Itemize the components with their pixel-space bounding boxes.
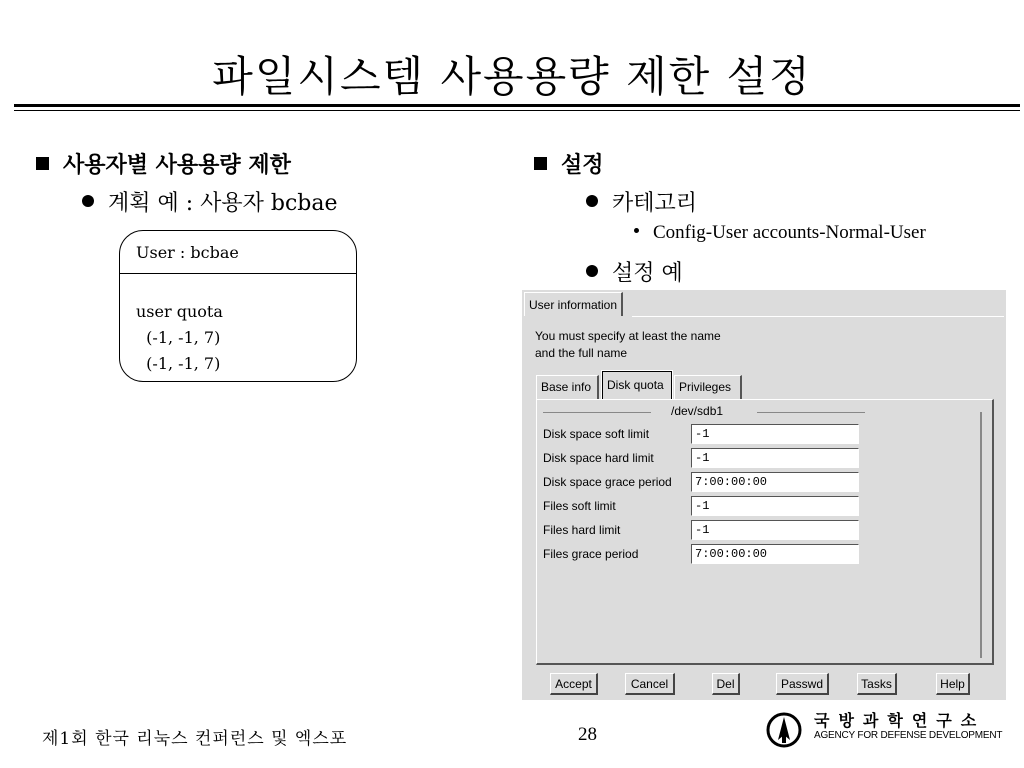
tab-disk-quota[interactable]: Disk quota [602, 371, 672, 399]
passwd-button[interactable]: Passwd [776, 673, 829, 695]
dot-bullet-icon [586, 195, 598, 207]
example-bullet [586, 256, 683, 287]
files-grace-period-field[interactable]: 7:00:00:00 [691, 544, 859, 564]
org-name-korean: 국방과학연구소 [814, 711, 986, 730]
square-bullet-icon [36, 157, 49, 170]
disk-hard-limit-field[interactable]: -1 [691, 448, 859, 468]
dot-bullet-icon [82, 195, 94, 207]
tasks-button[interactable]: Tasks [857, 673, 897, 695]
cancel-button[interactable]: Cancel [625, 673, 675, 695]
dot-bullet-icon [586, 265, 598, 277]
org-name-english: AGENCY FOR DEFENSE DEVELOPMENT [814, 730, 1003, 741]
plan-example-text: 계획 예 : 사용자 bcbae [108, 191, 338, 216]
group-line-left [543, 412, 651, 413]
plan-box-header: User : bcbae [136, 243, 239, 262]
files-grace-period-label: Files grace period [543, 547, 639, 561]
user-tabs [536, 367, 994, 665]
disk-grace-period-row [543, 472, 983, 494]
disk-soft-limit-label: Disk space soft limit [543, 427, 650, 441]
left-heading-text: 사용자별 사용용량 제한 [63, 153, 291, 178]
tab-user-information[interactable]: User information [524, 292, 623, 316]
small-dot-bullet-icon [634, 228, 639, 233]
page-number: 28 [578, 724, 597, 745]
help-button[interactable]: Help [936, 673, 970, 695]
delete-button[interactable]: Del [712, 673, 740, 695]
accept-button[interactable]: Accept [550, 673, 598, 695]
plan-box-body: user quota (-1, -1, 7) (-1, -1, 7) [136, 302, 223, 373]
message-line-2: and the full name [535, 346, 628, 360]
files-grace-period-row [543, 544, 983, 566]
tab-base-info[interactable]: Base info [536, 375, 599, 399]
conference-footer: 제1회 한국 리눅스 컨퍼런스 및 엑스포 [42, 729, 348, 749]
left-heading [36, 148, 291, 179]
title-rule-thin [14, 110, 1020, 111]
dialog-message [535, 328, 721, 362]
category-text: 카테고리 [612, 191, 698, 216]
files-hard-limit-row [543, 520, 983, 542]
disk-grace-period-field[interactable]: 7:00:00:00 [691, 472, 859, 492]
tab-strip-line [632, 316, 1004, 317]
user-information-dialog [522, 290, 1006, 700]
files-hard-limit-field[interactable]: -1 [691, 520, 859, 540]
disk-soft-limit-field[interactable]: -1 [691, 424, 859, 444]
tab-privileges[interactable]: Privileges [674, 375, 742, 399]
disk-hard-limit-row [543, 448, 983, 470]
disk-hard-limit-label: Disk space hard limit [543, 451, 654, 465]
files-soft-limit-field[interactable]: -1 [691, 496, 859, 516]
square-bullet-icon [534, 157, 547, 170]
example-text: 설정 예 [612, 261, 683, 286]
right-heading-text: 설정 [561, 153, 604, 178]
files-soft-limit-row [543, 496, 983, 518]
disk-grace-period-label: Disk space grace period [543, 475, 672, 489]
right-heading [534, 148, 604, 179]
quota-plan-box [119, 230, 357, 382]
group-line-right [757, 412, 865, 413]
add-seal-icon [766, 712, 802, 748]
category-bullet [586, 186, 697, 217]
device-label: /dev/sdb1 [671, 404, 724, 418]
title-rule [14, 104, 1020, 107]
files-hard-limit-label: Files hard limit [543, 523, 621, 537]
plan-example [82, 186, 338, 217]
category-path [634, 222, 926, 244]
plan-box-divider [120, 273, 356, 274]
slide-title: 파일시스템 사용용량 제한 설정 [212, 52, 812, 101]
message-line-1: You must specify at least the name [535, 329, 721, 343]
panel-scroll-edge [980, 412, 982, 658]
files-soft-limit-label: Files soft limit [543, 499, 616, 513]
disk-quota-panel [536, 399, 994, 665]
disk-soft-limit-row [543, 424, 983, 446]
category-path-text: Config-User accounts-Normal-User [653, 222, 926, 243]
